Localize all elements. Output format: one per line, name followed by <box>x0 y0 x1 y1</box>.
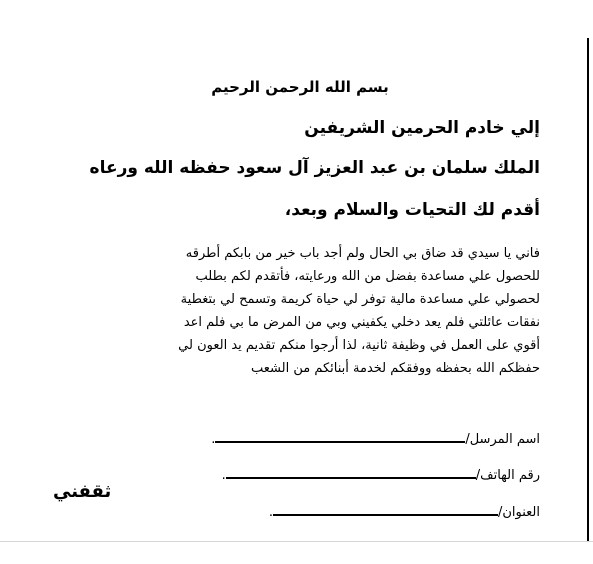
greeting-line: أقدم لك التحيات والسلام وبعد، <box>284 200 540 220</box>
recipient-name-line: الملك سلمان بن عبد العزيز آل سعود حفظه الله ورعاه <box>89 158 540 178</box>
field-end-mark: . <box>221 468 226 483</box>
body-line: نفقات عائلتي فلم يعد دخلي يكفيني وبي من المرض ما بي فلم اعد <box>183 315 540 330</box>
basmala: بسم الله الرحمن الرحيم <box>211 78 389 96</box>
field-end-mark: . <box>268 505 273 520</box>
phone-blank <box>226 463 476 479</box>
addressee-line: إلي خادم الحرمين الشريفين <box>304 118 540 138</box>
body-line: فاني يا سيدي قد ضاق بي الحال ولم أجد باب خير من بابكم أطرقه <box>185 246 540 261</box>
body-line: لحصولي علي مساعدة مالية توفر لي حياة كريمة وتسمح لي بتغطية <box>180 292 540 307</box>
sender-name-field <box>211 427 540 447</box>
phone-field <box>222 463 540 483</box>
phone-label: رقم الهاتف/ <box>475 468 540 483</box>
address-field <box>269 500 540 520</box>
body-line: للحصول علي مساعدة بفضل من الله ورعايته، فأتقدم لكم بطلب <box>195 269 540 284</box>
page-margin-rule <box>587 38 589 541</box>
signature-text: ثقفني <box>53 481 112 502</box>
sender-name-label: اسم المرسل/ <box>465 432 540 447</box>
sender-name-blank <box>215 427 465 443</box>
body-line: حفظكم الله بحفظه ووفقكم لخدمة أبنائكم من الشعب <box>250 361 540 376</box>
body-line: أقوي على العمل في وظيفة ثانية، لذا أرجوا منكم تقديم يد العون لي <box>178 338 540 353</box>
field-end-mark: . <box>211 432 216 447</box>
address-label: العنوان/ <box>497 505 540 520</box>
address-blank <box>273 500 498 516</box>
